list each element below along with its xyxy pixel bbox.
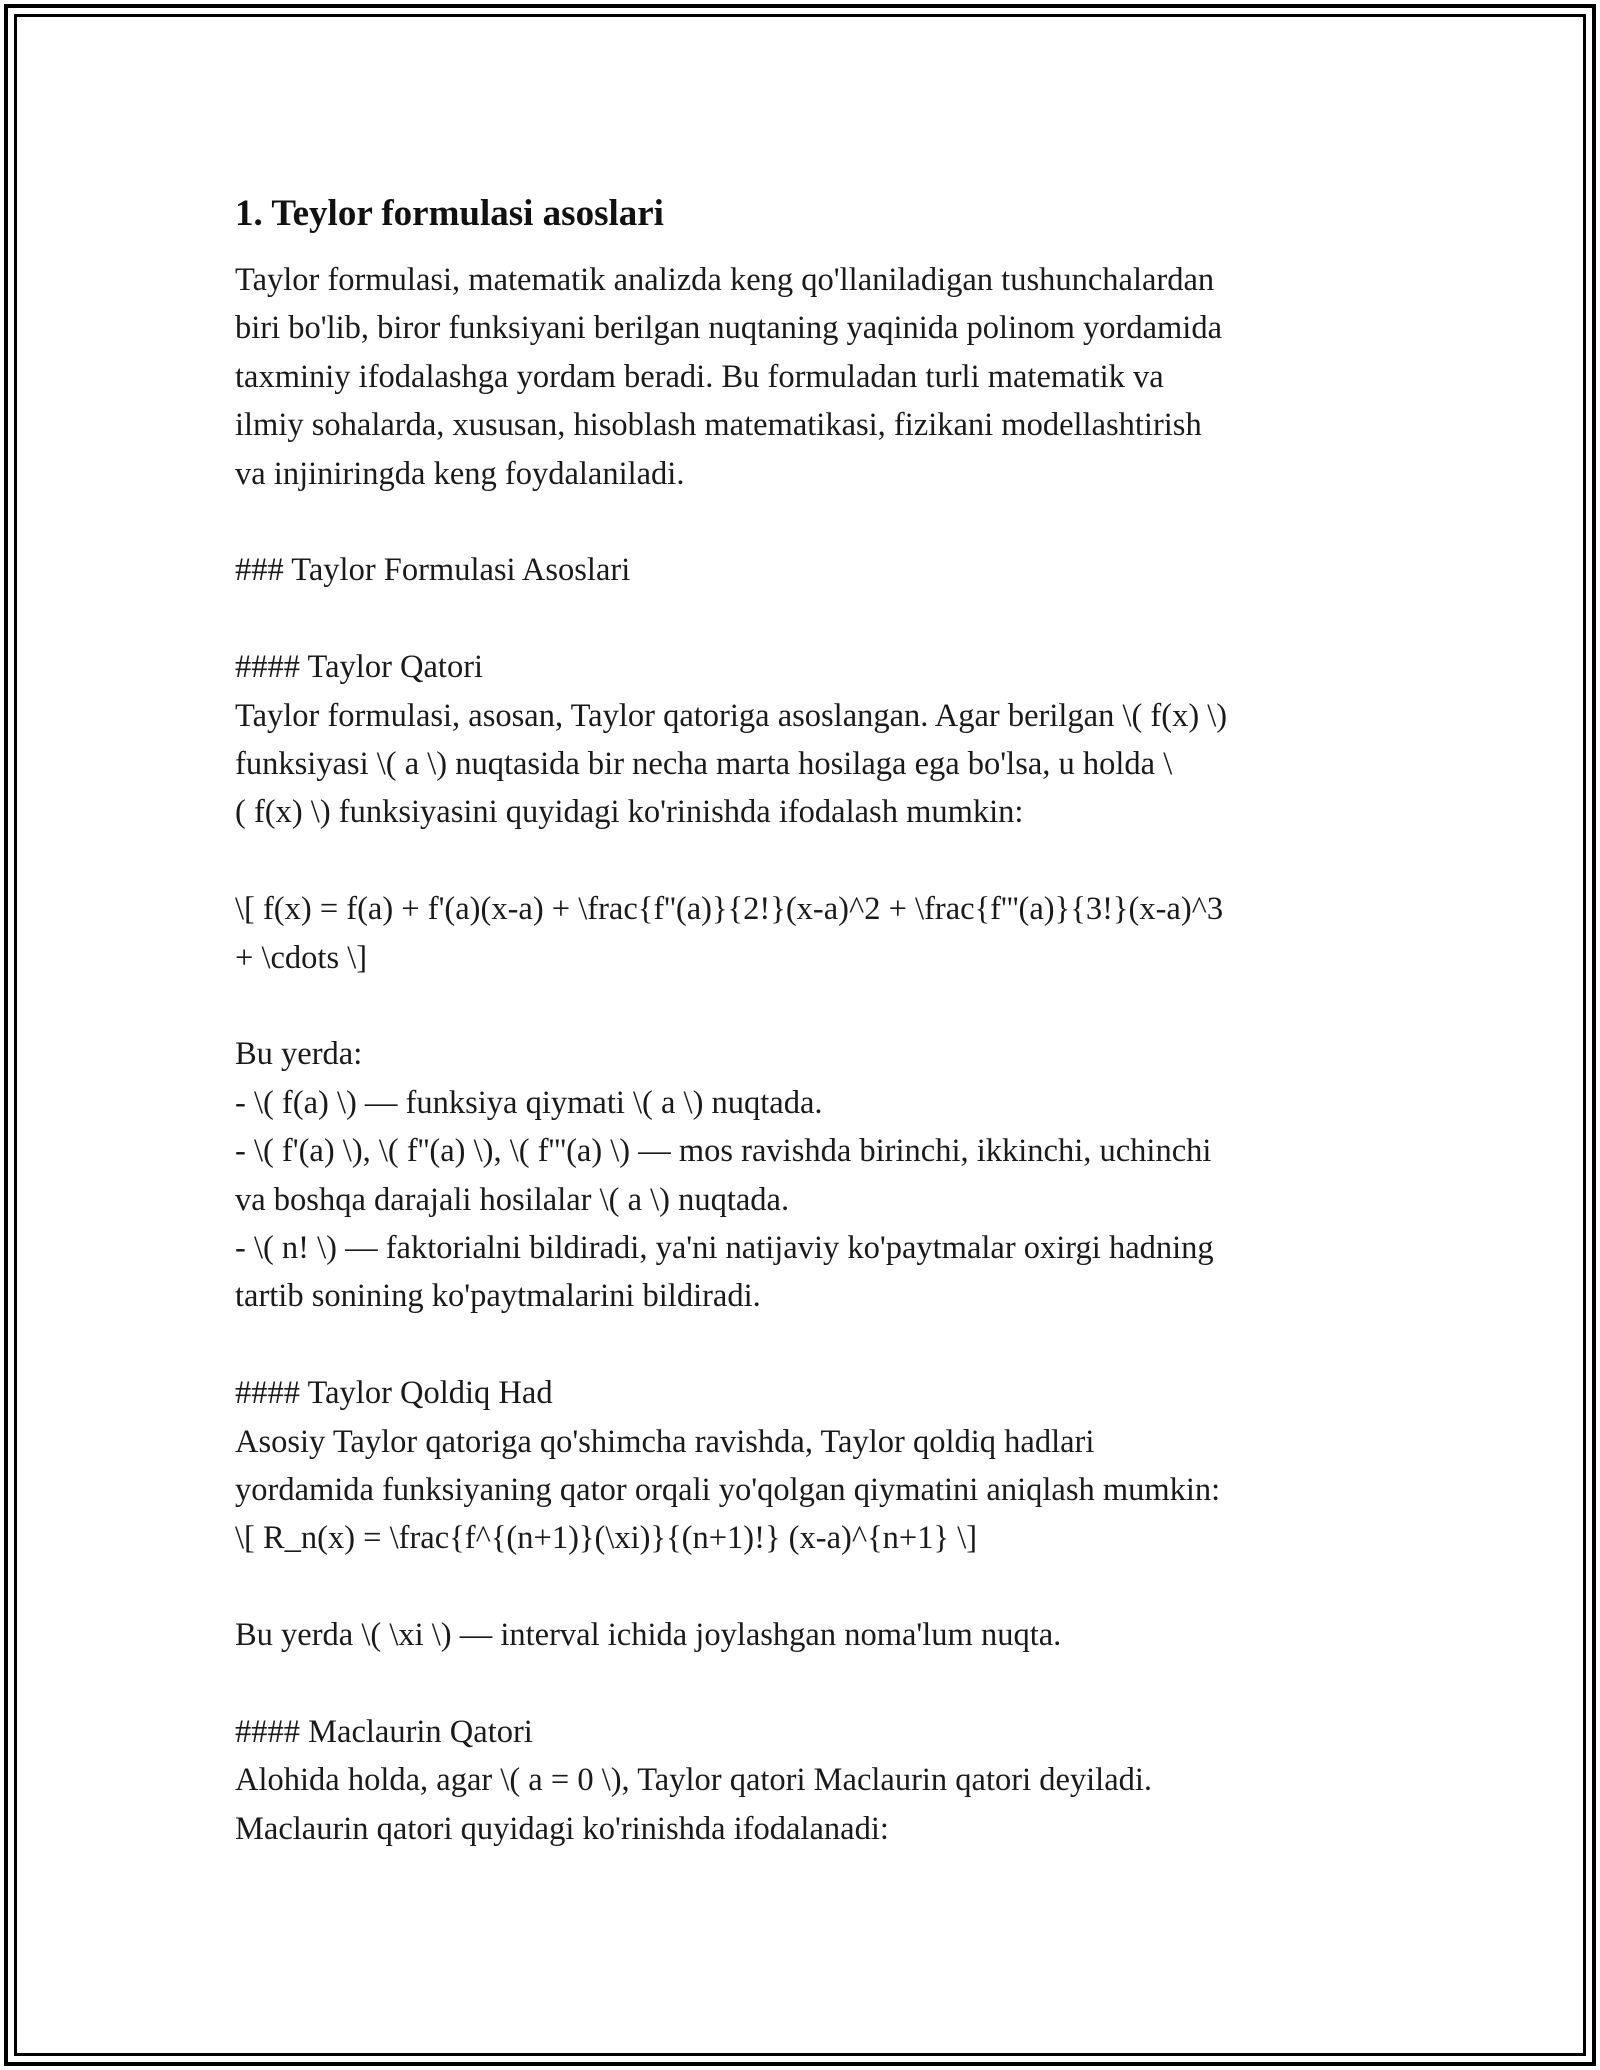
text-line: #### Maclaurin Qatori [235, 1714, 533, 1751]
text-line: Bu yerda \( \xi \) — interval ichida joylashgan noma'lum nuqta. [235, 1617, 1062, 1654]
text-line: - \( n! \) — faktorialni bildiradi, ya'ni natijaviy ko'paytmalar oxirgi hadning [235, 1230, 1214, 1267]
text-line: yordamida funksiyaning qator orqali yo'qolgan qiymatini aniqlash mumkin: [235, 1472, 1221, 1509]
text-line: Alohida holda, agar \( a = 0 \), Taylor qatori Maclaurin qatori deyiladi. [235, 1762, 1153, 1799]
page-title: 1. Teylor formulasi asoslari [235, 193, 664, 234]
blank-line [235, 595, 1375, 643]
blank-line [235, 982, 1375, 1030]
text-line: ( f(x) \) funksiyasini quyidagi ko'rinishda ifodalash mumkin: [235, 794, 1024, 831]
blank-line [235, 1321, 1375, 1369]
text-line: #### Taylor Qatori [235, 649, 484, 686]
text-line: Taylor formulasi, matematik analizda keng qo'llaniladigan tushunchalardan [235, 262, 1215, 298]
text-line: taxminiy ifodalashga yordam beradi. Bu formuladan turli matematik va [235, 358, 1164, 395]
text-line: tartib sonining ko'paytmalarini bildiradi. [235, 1278, 761, 1315]
text-line: Bu yerda: [235, 1036, 363, 1073]
document-page [235, 186, 1375, 1853]
text-line: va injiniringda keng foydalaniladi. [235, 455, 685, 492]
text-line: Maclaurin qatori quyidagi ko'rinishda ifodalanadi: [235, 1810, 889, 1847]
text-line: biri bo'lib, biror funksiyani berilgan nuqtaning yaqinida polinom yordamida [235, 310, 1222, 347]
text-line: Taylor formulasi, asosan, Taylor qatoriga asoslangan. Agar berilgan \( f(x) \) [235, 697, 1228, 734]
text-line: #### Taylor Qoldiq Had [235, 1375, 553, 1412]
text-line: + \cdots \] [235, 939, 368, 976]
text-line: - \( f(a) \) — funksiya qiymati \( a \) nuqtada. [235, 1084, 823, 1121]
text-line: va boshqa darajali hosilalar \( a \) nuqtada. [235, 1181, 790, 1218]
text-line: ### Taylor Formulasi Asoslari [235, 552, 631, 589]
text-line: ilmiy sohalarda, xususan, hisoblash matematikasi, fizikani modellashtirish [235, 407, 1202, 444]
blank-line [235, 837, 1375, 885]
blank-line [235, 1563, 1375, 1611]
blank-line [235, 1660, 1375, 1708]
text-line: \[ f(x) = f(a) + f'(a)(x-a) + \frac{f''(a)}{2!}(x-a)^2 + \frac{f'''(a)}{3!}(x-a)^3 [235, 891, 1224, 928]
text-line: \[ R_n(x) = \frac{f^{(n+1)}(\xi)}{(n+1)!} (x-a)^{n+1} \] [235, 1520, 978, 1557]
text-line: - \( f'(a) \), \( f''(a) \), \( f'''(a) \) — mos ravishda birinchi, ikkinchi, uchinchi [235, 1133, 1212, 1170]
text-line: funksiyasi \( a \) nuqtasida bir necha marta hosilaga ega bo'lsa, u holda \ [235, 746, 1173, 783]
text-line: Asosiy Taylor qatoriga qo'shimcha ravishda, Taylor qoldiq hadlari [235, 1423, 1095, 1460]
blank-line [235, 498, 1375, 546]
document-body [235, 256, 1375, 1853]
